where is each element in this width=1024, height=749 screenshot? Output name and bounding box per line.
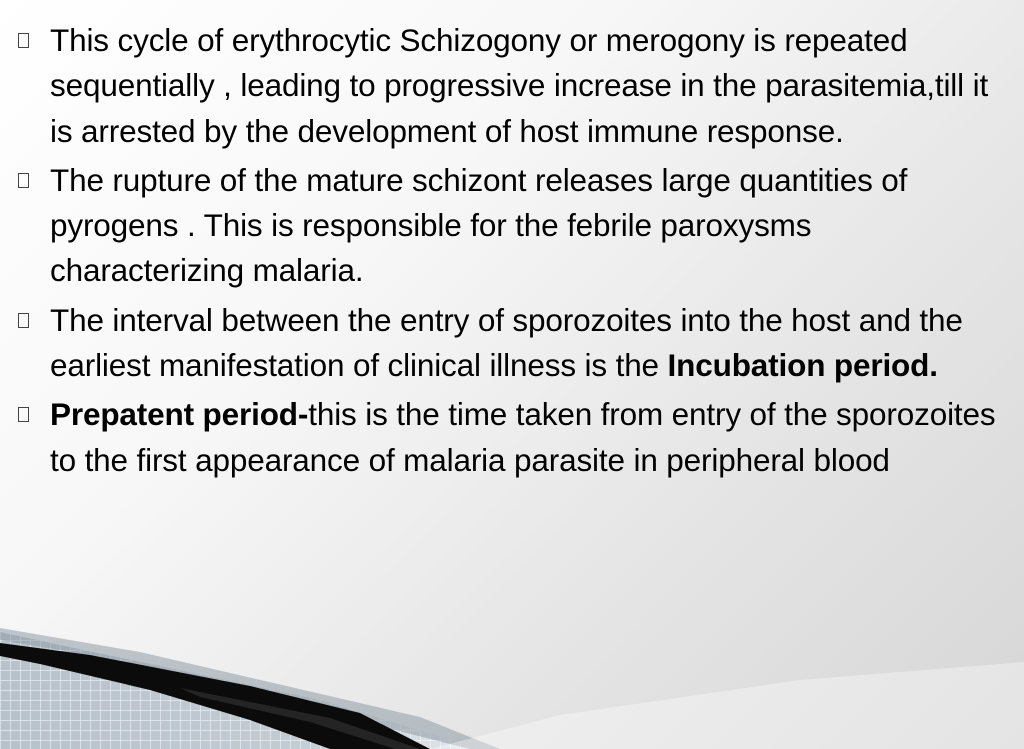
bullet-bold-term: Prepatent period- (50, 396, 309, 433)
bullet-item-prepatent-period (18, 392, 1013, 483)
square-bullet-icon (18, 173, 29, 188)
grey-sweep (0, 628, 500, 749)
bullet-item-schizont-rupture (18, 158, 1013, 294)
black-swoosh (0, 643, 430, 749)
bullet-text: The rupture of the mature schizont releases large quantities of pyrogens . This is responsible for the febrile paroxysms characterizing malaria. (50, 161, 908, 289)
square-bullet-icon (18, 33, 29, 48)
bullet-item-incubation-period (18, 298, 1013, 389)
bullet-list (18, 18, 1013, 487)
bullet-bold-term: Incubation period. (667, 347, 938, 384)
square-bullet-icon (18, 407, 29, 422)
bullet-item-erythrocytic-cycle (18, 18, 1013, 154)
grid-panel (0, 632, 480, 749)
light-sweep (430, 662, 1024, 749)
bullet-text: The interval between the entry of sporozoites into the host and the earliest manifestation of clinical illness is the (50, 301, 963, 384)
bullet-text: this is the time taken from entry of the sporozoites to the first appearance of malaria parasite in peripheral blood (50, 396, 996, 478)
bullet-text: This cycle of erythrocytic Schizogony or merogony is repeated sequentially , leading to progressive increase in the parasitemia,till it is arrested by the development of host immune response. (50, 22, 989, 149)
square-bullet-icon (18, 313, 29, 328)
